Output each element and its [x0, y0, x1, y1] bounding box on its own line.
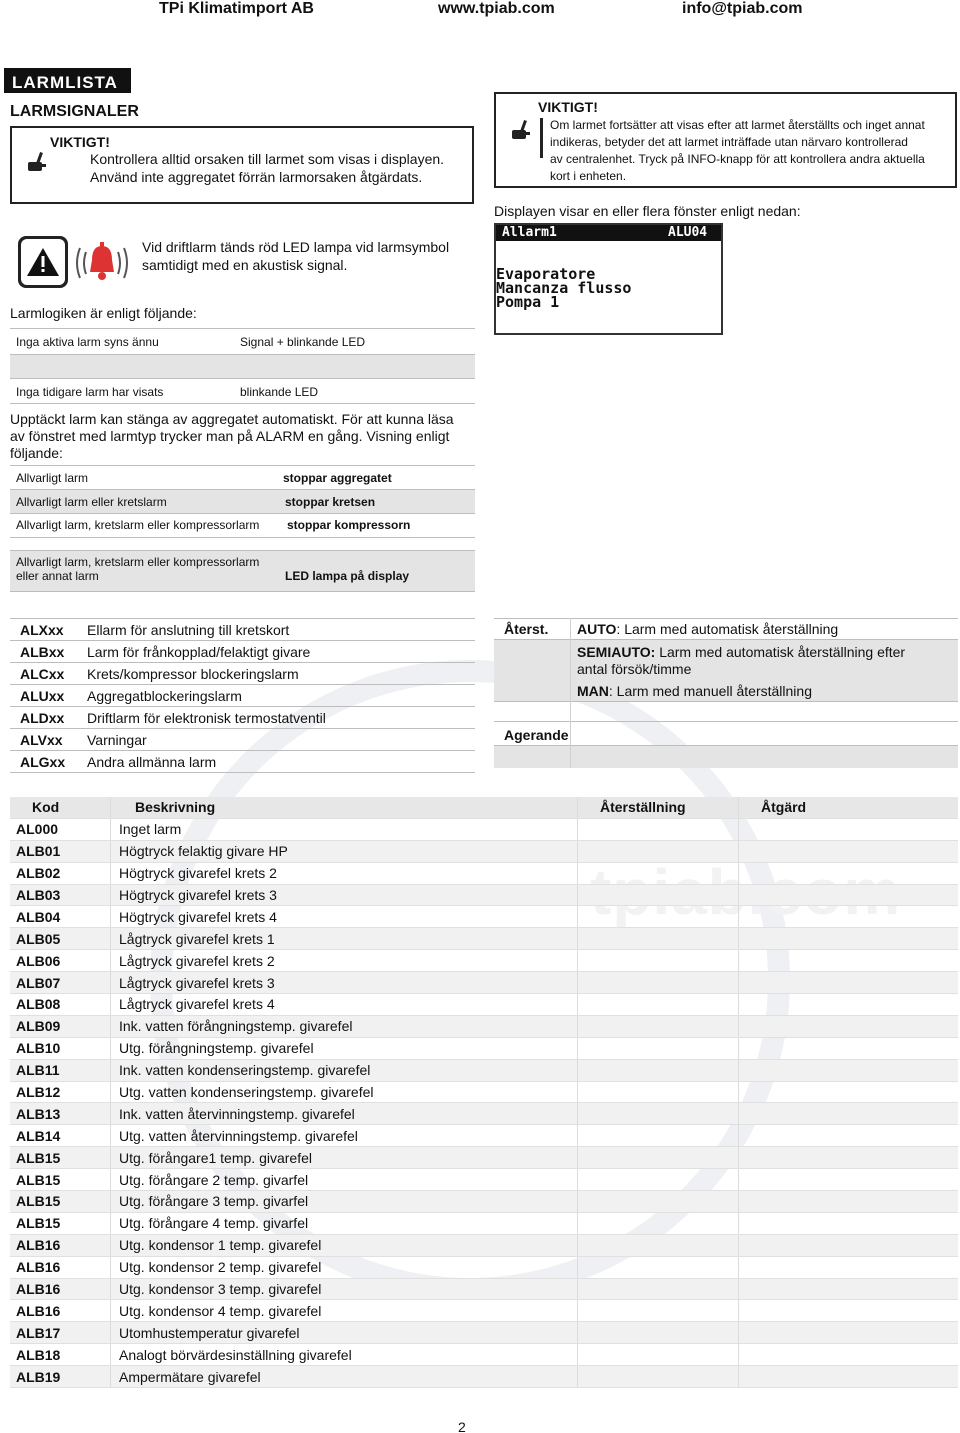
code-row — [10, 641, 475, 663]
alarm-code: ALB16 — [10, 1235, 111, 1256]
table-row — [10, 1016, 958, 1038]
lcd-bar-left: Allarm1 — [502, 225, 557, 240]
alarm-action — [739, 1213, 958, 1234]
code-row — [10, 707, 475, 729]
alarm-action — [739, 1125, 958, 1146]
header-action: Åtgärd — [761, 799, 807, 816]
table-row — [10, 1103, 958, 1125]
alarm-description: Utg. förångare 4 temp. givarfel — [111, 1213, 578, 1234]
alarm-reset — [578, 1366, 739, 1387]
alarm-description: Ink. vatten förångningstemp. givarefel — [111, 1016, 578, 1037]
alarm-code: ALB15 — [10, 1147, 111, 1168]
alarm-description: Högtryck givarefel krets 2 — [111, 863, 578, 884]
note-bar — [540, 118, 543, 158]
header-description: Beskrivning — [111, 797, 578, 818]
table-row — [10, 1344, 958, 1366]
alarm-description: Lågtryck givarefel krets 1 — [111, 928, 578, 949]
alarm-action — [739, 928, 958, 949]
reset-mode-text: : Larm med manuell återställning — [608, 683, 812, 699]
hand-writing-icon — [26, 150, 48, 174]
alarm-code: ALB06 — [10, 950, 111, 971]
led-text-2: samtidigt med en akustisk signal. — [142, 257, 348, 273]
reset-mode-auto — [577, 621, 838, 637]
alarm-reset — [578, 1344, 739, 1365]
alarm-reset — [578, 1038, 739, 1059]
table-row — [10, 1279, 958, 1301]
alarm-action — [739, 1257, 958, 1278]
reset-label: Återst. — [504, 621, 549, 637]
table-row — [10, 819, 958, 841]
code-description: Ellarm för anslutning till kretskort — [87, 621, 290, 638]
alarm-description: Utg. kondensor 4 temp. givarefel — [111, 1300, 578, 1321]
alarm-action — [739, 1169, 958, 1190]
reset-mode-text: : Larm med automatisk återställning — [616, 621, 839, 637]
alarm-action — [739, 1016, 958, 1037]
section-subtitle: LARMSIGNALER — [10, 103, 139, 120]
alarm-action — [739, 863, 958, 884]
alarm-reset — [578, 1191, 739, 1212]
alarm-description: Högtryck felaktig givare HP — [111, 841, 578, 862]
alarm-reset — [578, 1125, 739, 1146]
alarm-action — [739, 1344, 958, 1365]
severity-row — [10, 490, 475, 514]
alarm-reset — [578, 1147, 739, 1168]
logic-condition: Inga aktiva larm syns ännu — [16, 335, 159, 349]
alarm-code: ALB15 — [10, 1213, 111, 1234]
alarm-code: ALB02 — [10, 863, 111, 884]
lcd-line-1: Evaporatore — [496, 265, 596, 283]
lcd-bar-right: ALU04 — [668, 225, 708, 240]
alarm-action — [739, 1366, 958, 1387]
alarm-reset — [578, 906, 739, 927]
alarm-reset — [578, 1257, 739, 1278]
code-description: Varningar — [87, 731, 147, 748]
alarm-description: Utg. vatten återvinningstemp. givarefel — [111, 1125, 578, 1146]
table-row — [10, 1060, 958, 1082]
code-prefix: ALBxx — [20, 643, 65, 660]
alarm-action — [739, 1235, 958, 1256]
reset-mode-man — [577, 683, 812, 699]
logic-row — [10, 355, 475, 379]
table-row — [10, 841, 958, 863]
severity-row — [10, 551, 475, 592]
severity-row — [10, 538, 475, 551]
alarm-action — [739, 885, 958, 906]
table-row — [10, 972, 958, 994]
alarm-code: ALB09 — [10, 1016, 111, 1037]
alarm-action — [739, 1147, 958, 1168]
alarm-code: ALB12 — [10, 1082, 111, 1103]
alarm-reset — [578, 1322, 739, 1343]
code-prefix: ALXxx — [20, 621, 64, 638]
alarm-code: ALB04 — [10, 906, 111, 927]
table-row — [10, 1147, 958, 1169]
alarm-description: Lågtryck givarefel krets 4 — [111, 994, 578, 1015]
section-title: LARMLISTA — [4, 68, 131, 93]
alarm-code: ALB08 — [10, 994, 111, 1015]
alarm-description: Utg. förångningstemp. givarefel — [111, 1038, 578, 1059]
alarm-description: Utg. förångare 2 temp. givarfel — [111, 1169, 578, 1190]
alarm-action — [739, 1082, 958, 1103]
display-caption: Displayen visar en eller flera fönster enligt nedan: — [494, 203, 801, 219]
hand-writing-icon — [510, 118, 532, 142]
severity-row — [10, 514, 475, 538]
paragraph-line-2: av fönstret med larmtyp trycker man på ALARM en gång. Visning enligt — [10, 428, 450, 444]
code-prefix: ALUxx — [20, 687, 65, 704]
code-prefix: ALVxx — [20, 731, 63, 748]
table-row — [10, 906, 958, 928]
lcd-line-3: Pompa 1 — [496, 293, 560, 311]
alarm-reset — [578, 994, 739, 1015]
reset-table — [494, 618, 958, 768]
alarm-reset — [578, 928, 739, 949]
severity-result: stoppar aggregatet — [283, 471, 392, 485]
action-label: Agerande — [504, 727, 569, 743]
alarm-action — [739, 1191, 958, 1212]
alarm-reset — [578, 1082, 739, 1103]
alarm-action — [739, 1038, 958, 1059]
table-row — [10, 950, 958, 972]
reset-mode-text: Larm med automatisk återställning efter — [655, 644, 906, 660]
alarm-description: Ink. vatten återvinningstemp. givarefel — [111, 1103, 578, 1124]
alarm-description: Inget larm — [111, 819, 578, 840]
alarm-description: Utg. förångare1 temp. givarefel — [111, 1147, 578, 1168]
table-row — [10, 1257, 958, 1279]
table-header — [10, 797, 958, 819]
alarm-table — [10, 797, 958, 1388]
logic-condition: Inga tidigare larm har visats — [16, 385, 164, 399]
reset-row — [494, 702, 958, 722]
alarm-description: Utg. vatten kondenseringstemp. givarefel — [111, 1082, 578, 1103]
alarm-reset — [578, 841, 739, 862]
alarm-code: ALB05 — [10, 928, 111, 949]
alarm-action — [739, 994, 958, 1015]
alarm-description: Lågtryck givarefel krets 3 — [111, 972, 578, 993]
alarm-description: Utg. kondensor 3 temp. givarefel — [111, 1279, 578, 1300]
paragraph-line-3: följande: — [10, 445, 63, 461]
code-row — [10, 751, 475, 773]
table-row — [10, 1169, 958, 1191]
logic-result: blinkande LED — [240, 385, 319, 399]
header-code: Kod — [10, 797, 111, 818]
alarm-reset — [578, 863, 739, 884]
note-line-3: av centralenhet. Tryck på INFO-knapp för att kontrollera andra aktuella — [550, 152, 925, 166]
reset-mode-name: SEMIAUTO: — [577, 644, 656, 660]
code-row — [10, 685, 475, 707]
alarm-description: Utomhustemperatur givarefel — [111, 1322, 578, 1343]
severity-result: stoppar kompressorn — [287, 518, 411, 532]
reset-mode-name: MAN — [577, 683, 609, 699]
code-row — [10, 619, 475, 641]
table-row — [10, 863, 958, 885]
severity-condition-line-1: Allvarligt larm, kretslarm eller kompressorlarm — [16, 555, 260, 569]
alarm-code: ALB15 — [10, 1169, 111, 1190]
table-body — [10, 819, 958, 1388]
severity-condition: Allvarligt larm — [16, 471, 89, 485]
alarm-code: ALB18 — [10, 1344, 111, 1365]
alarm-code: ALB03 — [10, 885, 111, 906]
reset-mode-semiauto — [577, 644, 905, 660]
alarm-code: ALB19 — [10, 1366, 111, 1387]
code-description: Aggregatblockeringslarm — [87, 687, 242, 704]
alarm-action — [739, 1060, 958, 1081]
alarm-description: Högtryck givarefel krets 3 — [111, 885, 578, 906]
alarm-description: Ampermätare givarefel — [111, 1366, 578, 1387]
alarm-code: ALB13 — [10, 1103, 111, 1124]
alarm-code: ALB16 — [10, 1279, 111, 1300]
code-prefix: ALDxx — [20, 709, 65, 726]
alarm-reset — [578, 1213, 739, 1234]
severity-condition: Allvarligt larm, kretslarm eller kompressorlarm — [16, 518, 260, 532]
logic-row — [10, 328, 475, 355]
alarm-description: Lågtryck givarefel krets 2 — [111, 950, 578, 971]
code-description: Krets/kompressor blockeringslarm — [87, 665, 299, 682]
table-row — [10, 1300, 958, 1322]
note-heading: VIKTIGT! — [538, 99, 598, 115]
alarm-action — [739, 972, 958, 993]
paragraph-line-1: Upptäckt larm kan stänga av aggregatet automatiskt. För att kunna läsa — [10, 411, 454, 427]
alarm-description: Utg. förångare 3 temp. givarfel — [111, 1191, 578, 1212]
note-line-2: indikeras, betyder det att larmet inträffade utan närvaro kontrollerad — [550, 135, 908, 149]
alarm-code: ALB16 — [10, 1300, 111, 1321]
alarm-symbol-icon — [18, 236, 68, 288]
table-row — [10, 885, 958, 907]
alarm-reset — [578, 1169, 739, 1190]
important-note-left — [10, 126, 474, 204]
logic-row — [10, 379, 475, 404]
code-list — [10, 618, 475, 773]
lcd-display — [494, 223, 723, 335]
reset-mode-name: AUTO — [577, 621, 617, 637]
page-number: 2 — [458, 1419, 466, 1433]
table-row — [10, 1213, 958, 1235]
alarm-action — [739, 1300, 958, 1321]
alarm-action — [739, 906, 958, 927]
alarm-action — [739, 1322, 958, 1343]
table-row — [10, 994, 958, 1016]
alarm-action — [739, 950, 958, 971]
code-description: Larm för frånkopplad/felaktigt givare — [87, 643, 311, 660]
table-row — [10, 1191, 958, 1213]
code-row — [10, 663, 475, 685]
severity-result: stoppar kretsen — [285, 495, 376, 509]
alarm-description: Ink. vatten kondenseringstemp. givarefel — [111, 1060, 578, 1081]
alarm-reset — [578, 972, 739, 993]
led-text-1: Vid driftlarm tänds röd LED lampa vid larmsymbol — [142, 239, 450, 255]
table-row — [10, 1082, 958, 1104]
severity-row — [10, 465, 475, 490]
alarm-description: Högtryck givarefel krets 4 — [111, 906, 578, 927]
logic-result: Signal + blinkande LED — [240, 335, 366, 349]
important-note-right — [494, 92, 957, 188]
alarm-reset — [578, 819, 739, 840]
alarm-reset — [578, 1279, 739, 1300]
alarm-code: ALB14 — [10, 1125, 111, 1146]
alarm-reset — [578, 950, 739, 971]
alarm-description: Analogt börvärdesinställning givarefel — [111, 1344, 578, 1365]
header-company: TPi Klimatimport AB — [159, 0, 314, 17]
alarm-reset — [578, 1235, 739, 1256]
severity-condition-line-2: eller annat larm — [16, 569, 99, 583]
table-row — [10, 1125, 958, 1147]
alarm-code: ALB11 — [10, 1060, 111, 1081]
table-row — [10, 1322, 958, 1344]
note-line-1: Kontrollera alltid orsaken till larmet som visas i displayen. — [90, 151, 445, 167]
severity-result: LED lampa på display — [285, 569, 410, 583]
alarm-action — [739, 1103, 958, 1124]
reset-divider — [570, 618, 571, 768]
code-prefix: ALGxx — [20, 753, 66, 770]
code-description: Driftlarm för elektronisk termostatventil — [87, 709, 326, 726]
table-row — [10, 1366, 958, 1388]
lcd-title-bar — [496, 225, 721, 241]
alarm-action — [739, 819, 958, 840]
note-heading: VIKTIGT! — [50, 134, 110, 150]
note-line-4: kort i enheten. — [550, 169, 627, 183]
alarm-description: Utg. kondensor 1 temp. givarefel — [111, 1235, 578, 1256]
alarm-code: ALB01 — [10, 841, 111, 862]
table-row — [10, 1038, 958, 1060]
code-prefix: ALCxx — [20, 665, 65, 682]
bell-icon — [72, 238, 132, 288]
alarm-reset — [578, 885, 739, 906]
alarm-description: Utg. kondensor 2 temp. givarefel — [111, 1257, 578, 1278]
alarm-code: ALB17 — [10, 1322, 111, 1343]
table-row — [10, 1235, 958, 1257]
alarm-code: ALB07 — [10, 972, 111, 993]
reset-row — [494, 746, 958, 768]
alarm-action — [739, 841, 958, 862]
header-website[interactable]: www.tpiab.com — [438, 0, 555, 17]
alarm-reset — [578, 1060, 739, 1081]
alarm-code: ALB16 — [10, 1257, 111, 1278]
code-row — [10, 729, 475, 751]
alarm-reset — [578, 1103, 739, 1124]
note-line-2: Använd inte aggregatet förrän larmorsaken åtgärdats. — [90, 169, 423, 185]
alarm-code: AL000 — [10, 819, 111, 840]
alarm-action — [739, 1279, 958, 1300]
alarm-reset — [578, 1300, 739, 1321]
note-line-1: Om larmet fortsätter att visas efter att larmet återställts och inget annat — [550, 118, 925, 132]
lcd-line-2: Mancanza flusso — [496, 279, 632, 297]
alarm-code: ALB10 — [10, 1038, 111, 1059]
code-description: Andra allmänna larm — [87, 753, 217, 770]
alarm-reset — [578, 1016, 739, 1037]
logic-heading: Larmlogiken är enligt följande: — [10, 305, 197, 321]
severity-condition: Allvarligt larm eller kretslarm — [16, 495, 167, 509]
table-row — [10, 928, 958, 950]
header-email[interactable]: info@tpiab.com — [682, 0, 803, 17]
header-reset: Återställning — [578, 797, 739, 818]
alarm-code: ALB15 — [10, 1191, 111, 1212]
reset-mode-semiauto-line-2: antal försök/timme — [577, 661, 692, 677]
